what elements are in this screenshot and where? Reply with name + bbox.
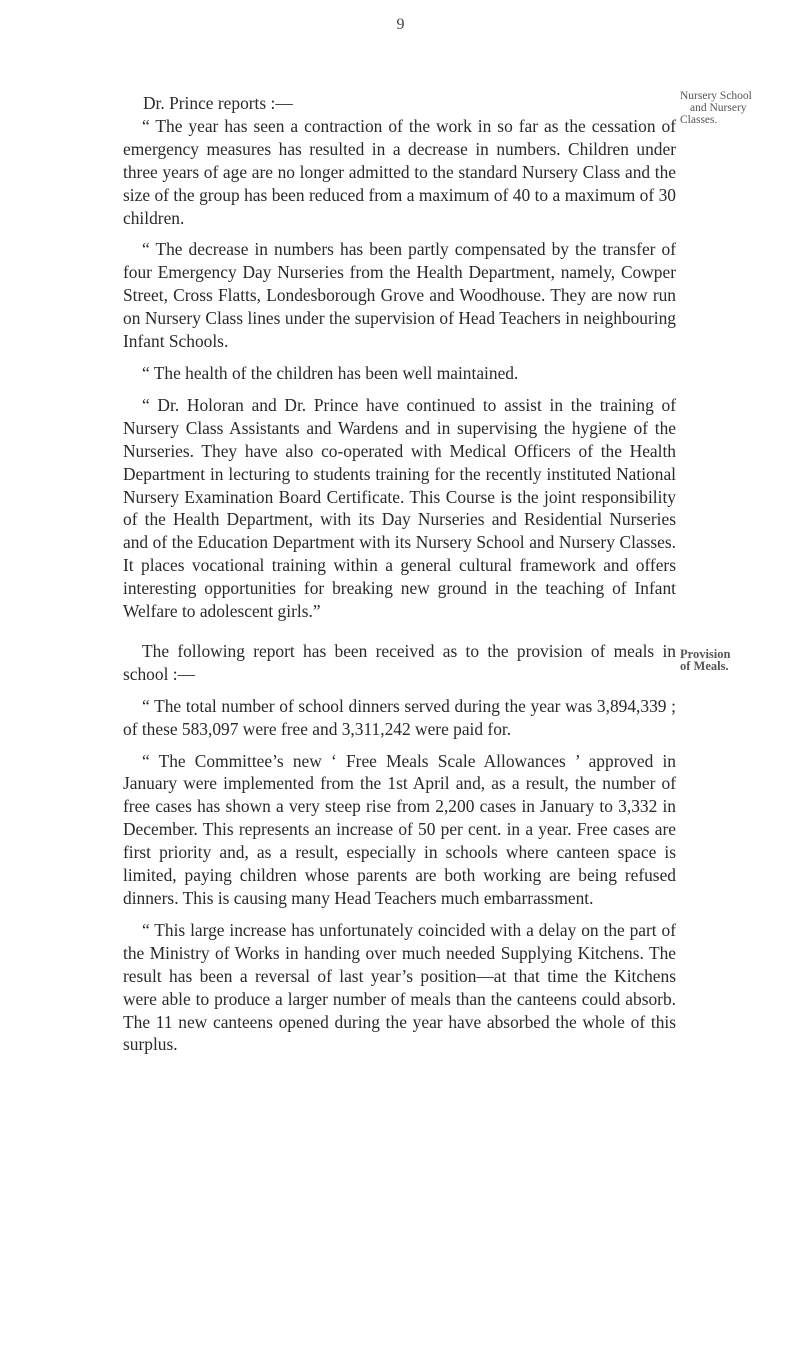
page-number: 9 — [396, 16, 405, 33]
paragraph-kitchens: “ This large increase has unfortunately coincided with a delay on the part of the Ministry of Works in handing over much needed Supplying Kitchens. The result has been a reversal of last year’s position—at that time the Kitchens were able to produce a larger number of meals than the canteens could absorb. The 11 new canteens opened during the year have absorbed the whole of this surplus. — [123, 919, 676, 1055]
paragraph-dinners-total: “ The total number of school dinners served during the year was 3,894,339 ; of these 583,097 were free and 3,311,242 were paid for. — [123, 695, 676, 739]
body-text — [123, 92, 676, 1056]
paragraph-contraction: “ The year has seen a contraction of the work in so far as the cessation of emergency measures has resulted in a decrease in numbers. Children under three years of age are no longer admitted to the standard Nursery Class and the size of the group has been reduced from a maximum of 40 to a maximum of 30 children. — [123, 115, 676, 228]
margin-note-nursery-line-1: Nursery School — [680, 90, 752, 102]
paragraph-training: “ Dr. Holoran and Dr. Prince have continued to assist in the training of Nursery Class Assistants and Wardens and in supervising the hygiene of the Nurseries. They have also co-operated with Medical Officers of the Health Department in lecturing to students training for the recently instituted National Nursery Examination Board Certificate. This Course is the joint responsibility of the Health Department, with its Day Nurseries and Residential Nurseries and of the Education Department with its Nursery School and Nursery Classes. It places vocational training within a general cultural framework and offers interesting opportunities for breaking new ground in the teaching of Infant Welfare to adolescent girls.” — [123, 394, 676, 622]
paragraph-meals-intro: The following report has been received as to the provision of meals in school :— — [123, 640, 676, 684]
margin-note-meals — [680, 648, 795, 672]
paragraph-transfer: “ The decrease in numbers has been partly compensated by the transfer of four Emergency Day Nurseries from the Health Department, namely, Cowper Street, Cross Flatts, Londesborough Grove and Woodhouse. They are now run on Nursery Class lines under the supervision of Head Teachers in neighbouring Infant Schools. — [123, 239, 676, 352]
paragraph-free-meals: “ The Committee’s new ‘ Free Meals Scale Allowances ’ approved in January were implemented from the 1st April and, as a result, the number of free cases has shown a very steep rise from 2,200 cases in January to 3,332 in December. This represents an increase of 50 per cent. in a year. Free cases are first priority and, as a result, especially in schools where canteen space is limited, paying children whose parents are both working are being refused dinners. This is causing many Head Teachers much embarrassment. — [123, 750, 676, 908]
paragraph-health: “ The health of the children has been well maintained. — [142, 362, 519, 383]
margin-note-nursery-line-2: and Nursery — [690, 102, 747, 114]
margin-note-nursery — [680, 90, 795, 126]
margin-note-meals-line-1: Provision — [680, 647, 731, 661]
margin-note-nursery-line-3: Classes. — [680, 114, 718, 126]
paragraph-intro: Dr. Prince reports :— — [143, 93, 293, 113]
margin-note-meals-line-2: of Meals. — [680, 659, 729, 673]
